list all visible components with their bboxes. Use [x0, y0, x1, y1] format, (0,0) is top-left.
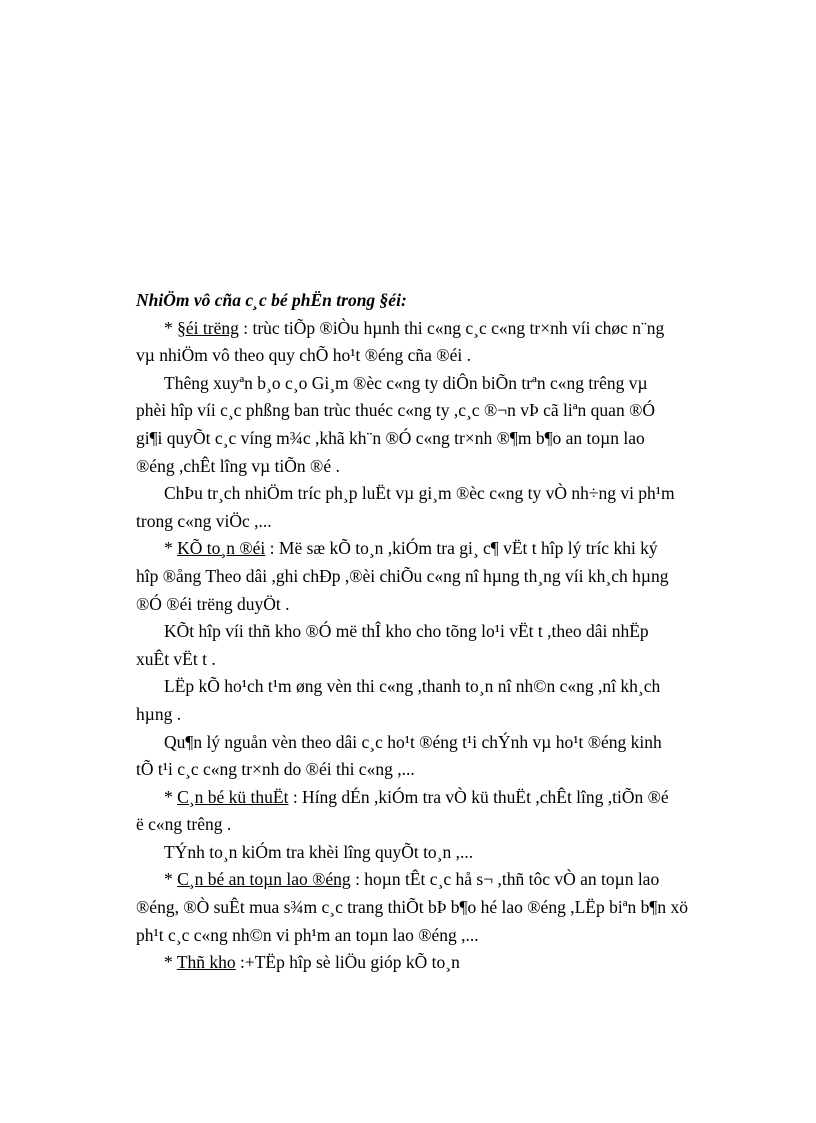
- role-label: C¸n bé an toµn lao ®éng: [177, 869, 351, 890]
- text-line: [136, 646, 768, 674]
- bullet-marker: *: [164, 869, 178, 890]
- line-text: TÝnh to¸n kiÓm tra khèi lîng quyÕt to¸n ,...: [164, 841, 474, 862]
- bullet-marker: *: [164, 952, 177, 973]
- line-text: ë c«ng trêng .: [136, 814, 232, 835]
- line-text: LËp kÕ ho¹ch t¹m øng vèn thi c«ng ,thanh to¸n nî nh©n c«ng ,nî kh¸ch: [164, 676, 661, 697]
- text-line: [136, 370, 768, 398]
- text-line: [136, 811, 768, 839]
- text-line: [136, 453, 768, 481]
- text-line: [136, 535, 768, 563]
- text-line: [136, 480, 768, 508]
- text-line: [136, 342, 768, 370]
- text-line: [136, 949, 768, 977]
- line-text: : hoµn tÊt c¸c hå s¬ ,thñ tôc vÒ an toµn lao: [350, 869, 660, 890]
- text-line: [136, 315, 768, 343]
- text-line: [136, 563, 768, 591]
- line-text: :+TËp hîp sè liÖu gióp kÕ to¸n: [235, 952, 460, 973]
- text-line: [136, 591, 768, 619]
- line-text: : trùc tiÕp ®iÒu hµnh thi c«ng c¸c c«ng tr×nh víi chøc n¨ng: [238, 317, 665, 338]
- line-text: ph¹t c¸c c«ng nh©n vi ph¹m an toµn lao ®éng ,...: [136, 924, 479, 945]
- line-text: KÕt hîp víi thñ kho ®Ó më thÎ kho cho tõng lo¹i vËt t ,theo dâi nhËp: [164, 621, 649, 642]
- line-text: : Më sæ kÕ to¸n ,kiÓm tra gi¸ c¶ vËt t hîp lý tríc khi ký: [265, 538, 658, 559]
- bullet-marker: *: [164, 317, 178, 338]
- line-text: ®éng ,chÊt lîng vµ tiÕn ®é .: [136, 455, 340, 476]
- line-text: ®éng, ®Ò suÊt mua s¾m c¸c trang thiÕt bÞ b¶o hé lao ®éng ,LËp biªn b¶n xö: [136, 897, 688, 918]
- text-line: [136, 922, 768, 950]
- text-line: [136, 866, 768, 894]
- text-line: [136, 397, 768, 425]
- role-label: KÕ to¸n ®éi: [177, 538, 266, 559]
- line-text: vµ nhiÖm vô theo quy chÕ ho¹t ®éng cña ®éi .: [136, 345, 471, 366]
- text-line: [136, 756, 768, 784]
- text-line: [136, 729, 768, 757]
- line-text: Qu¶n lý nguån vèn theo dâi c¸c ho¹t ®éng t¹i chÝnh vµ ho¹t ®éng kinh: [164, 731, 662, 752]
- line-text: hµng .: [136, 703, 182, 724]
- text-line: [136, 425, 768, 453]
- line-text: ®Ó ®éi trëng duyÖt .: [136, 593, 290, 614]
- section-title-colon: :: [400, 290, 407, 310]
- text-line: [136, 784, 768, 812]
- section-title-text: NhiÖm vô cña c¸c bé phËn trong §éi: [136, 290, 401, 310]
- line-text: ChÞu tr¸ch nhiÖm tríc ph¸p luËt vµ gi¸m ®èc c«ng ty vÒ nh÷ng vi ph¹m: [164, 483, 675, 504]
- line-text: gi¶i quyÕt c¸c víng m¾c ,khã kh¨n ®Ó c«ng tr×nh ®¶m b¶o an toµn lao: [136, 427, 645, 448]
- line-text: phèi hîp víi c¸c phßng ban trùc thuéc c«ng ty ,c¸c ®¬n vÞ cã liªn quan ®Ó: [136, 400, 656, 421]
- role-label: C¸n bé kü thuËt: [177, 786, 289, 807]
- section-title: [136, 287, 768, 315]
- text-line: [136, 618, 768, 646]
- text-line: [136, 894, 768, 922]
- line-text: trong c«ng viÖc ,...: [136, 510, 272, 531]
- line-text: hîp ®ång Theo dâi ,ghi chÐp ,®èi chiÕu c«ng nî hµng th¸ng víi kh¸ch hµng: [136, 565, 669, 586]
- text-line: [136, 701, 768, 729]
- line-text: xuÊt vËt t .: [136, 648, 216, 669]
- role-label: §éi trëng: [177, 317, 239, 338]
- text-line: [136, 673, 768, 701]
- text-lines: [136, 315, 768, 977]
- line-text: Thêng xuyªn b¸o c¸o Gi¸m ®èc c«ng ty diÔn biÕn trªn c«ng trêng vµ: [164, 372, 648, 393]
- line-text: : Híng dÉn ,kiÓm tra vÒ kü thuËt ,chÊt lîng ,tiÕn ®é: [288, 786, 669, 807]
- document-body: [136, 287, 768, 977]
- line-text: tÕ t¹i c¸c c«ng tr×nh do ®éi thi c«ng ,...: [136, 759, 415, 780]
- text-line: [136, 508, 768, 536]
- bullet-marker: *: [164, 786, 178, 807]
- bullet-marker: *: [164, 538, 178, 559]
- text-line: [136, 839, 768, 867]
- role-label: Thñ kho: [176, 952, 236, 973]
